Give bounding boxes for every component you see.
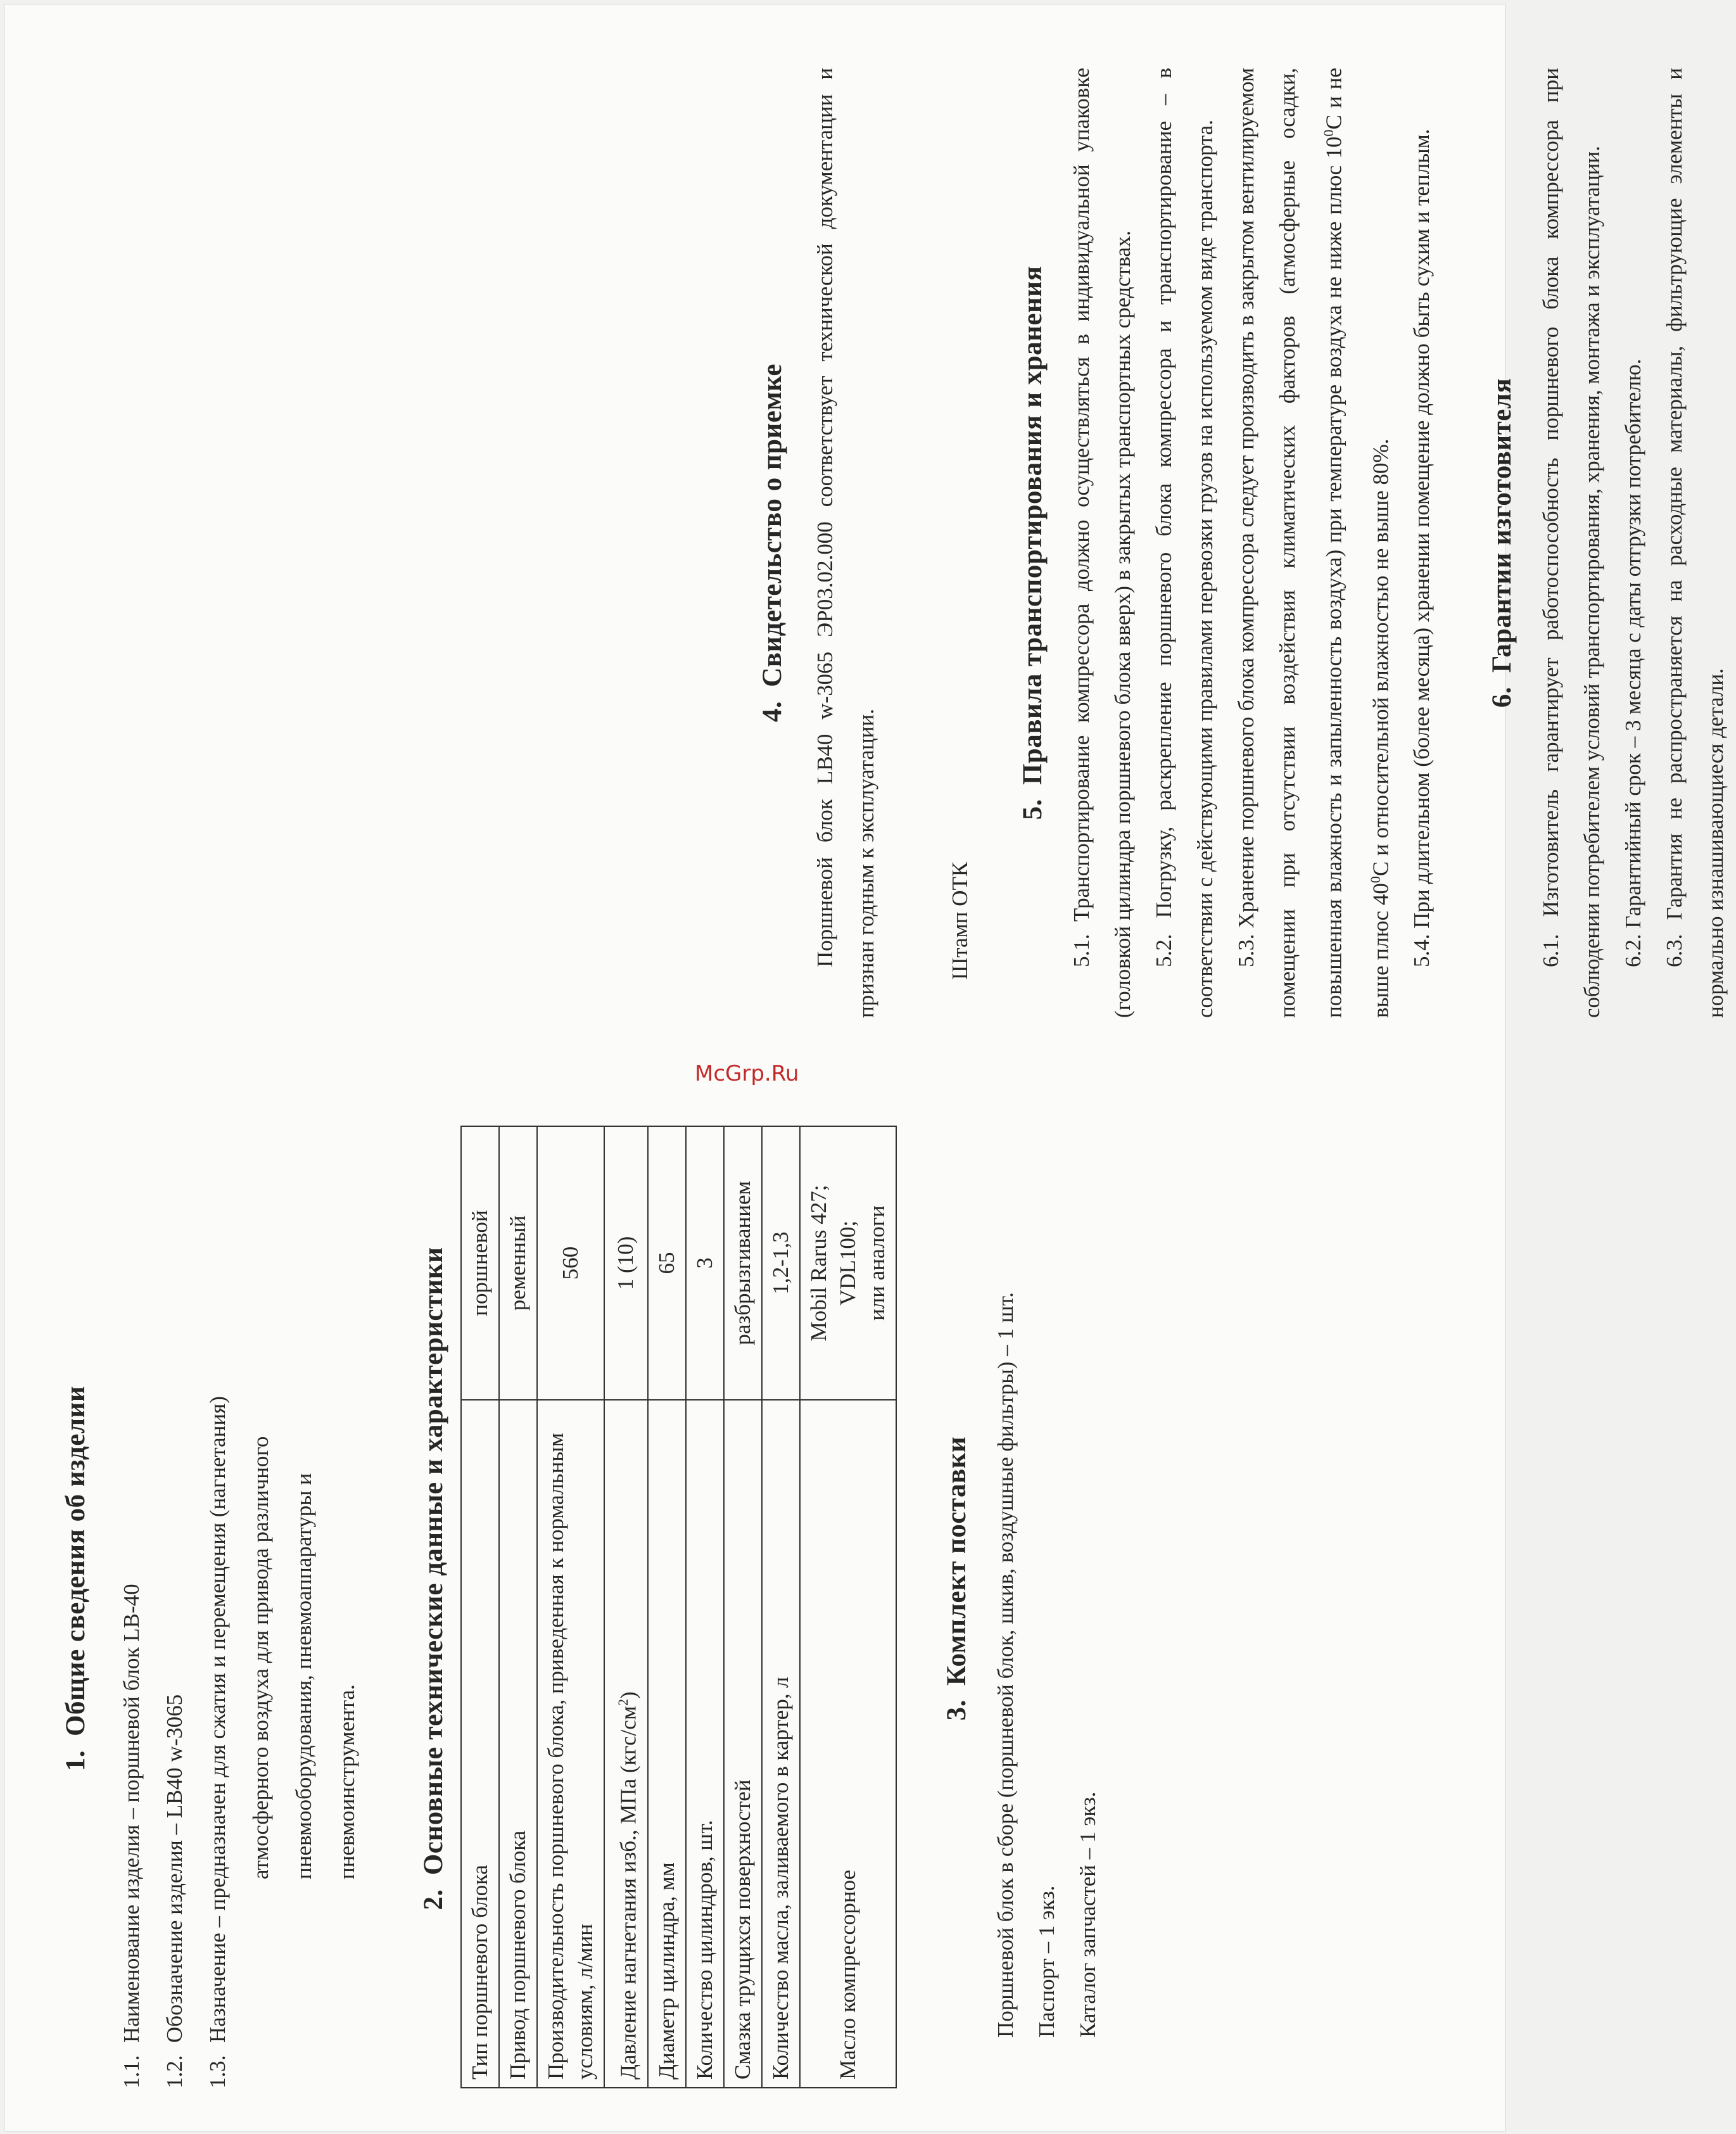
section-1-heading: 1.Общие сведения об изделии: [61, 1385, 91, 1772]
right-page: [752, 68, 1728, 1018]
value-cell: разбрызгиванием: [724, 1126, 762, 1400]
purpose-line-1: атмосферного воздуха для привода различного: [248, 1436, 273, 1879]
section-2-heading: 2.Основные технические данные и характеристики: [419, 1247, 448, 1910]
table-row: [499, 1126, 537, 2088]
section-3-heading: 3.Комплект поставки: [941, 1436, 972, 1721]
value-cell: поршневой: [461, 1126, 499, 1400]
para-5-3: 5.3. Хранение поршневого блока компрессора следует производить в закрытом вентилируемом помещении при отсутствии воздействия климатических факторов (атмосферные осадки, повышенная влажность и запыленность воздуха) при температуре воздуха не ниже плюс $10^0С$ и не выше плюс $40^0С$ и относительной влажностью не выше 80%.: [1234, 68, 1393, 1018]
table-row: [604, 1126, 648, 2088]
param-cell: Количество масла, заливаемого в картер, л: [762, 1400, 800, 2088]
item-1-2: 1.2.Обозначение изделия – LB40 w-3065: [162, 1694, 187, 2088]
stamp-label: Штамп ОТК: [947, 861, 972, 980]
param-cell: Давление нагнетания изб., МПа $(кгс/см^2)$: [604, 1400, 648, 2088]
value-cell: Mobil Rarus 427; VDL100; или аналоги: [800, 1126, 896, 1400]
param-cell: Тип поршневого блока: [461, 1400, 499, 2088]
section-3-body: [985, 1069, 1108, 2088]
para-6-2: 6.2. Гарантийный срок – 3 месяца с даты отгрузки потребителю.: [1621, 359, 1646, 967]
param-cell: Масло компрессорное: [800, 1400, 896, 2088]
item-1-3: 1.3.Назначение – предназначен для сжатия и перемещения (нагнетания): [205, 1396, 230, 2088]
param-cell: Привод поршневого блока: [499, 1400, 537, 2088]
spec-table: [460, 1126, 897, 2088]
param-cell: Производительность поршневого блока, приведенная к нормальным условиям, л/мин: [537, 1400, 604, 2088]
para-5-2: 5.2. Погрузку, раскрепление поршневого блока компрессора и транспортирование – в соответствии с действующими правилами перевозки грузов на используемом виде транспорта.: [1151, 68, 1217, 1018]
param-cell: Количество цилиндров, шт.: [686, 1400, 724, 2088]
acceptance-text: Поршневой блок LB40 w-3065 ЭР03.02.000 соответствует технической документации и признан годным к эксплуатации.: [813, 68, 878, 1018]
document-sheet: [4, 4, 1728, 2131]
table-row: [724, 1126, 762, 2088]
para-5-1: 5.1. Транспортирование компрессора должно осуществляться в индивидуальной упаковке (головкой цилиндра поршневого блока вверх) в закрытых транспортных средствах.: [1069, 68, 1135, 1018]
table-row: [537, 1126, 604, 2088]
para-6-3: 6.3. Гарантия не распространяется на расходные материалы, фильтрующие элементы и нормально изнашивающиеся детали.: [1662, 68, 1728, 1018]
purpose-line-2: пневмооборудования, пневмоаппаратуры и: [291, 1473, 316, 1879]
watermark: McGrp.Ru: [695, 1061, 799, 1086]
table-row: [648, 1126, 686, 2088]
delivery-line-1: Поршневой блок в сборе (поршневой блок, шкив, воздушные фильтры) – 1 шт.: [992, 1292, 1018, 2038]
purpose-line-3: пневмоинструмента.: [334, 1684, 359, 1879]
table-row: [461, 1126, 499, 2088]
value-cell: 3: [686, 1126, 724, 1400]
section-6-heading: 6.Гарантии изготовителя: [1487, 378, 1517, 708]
section-4-heading: 4.Свидетельство о приемке: [757, 364, 787, 722]
item-1-1: 1.1.Наименование изделия – поршневой блок LB-40: [119, 1584, 144, 2088]
para-5-4: 5.4. При длительном (более месяца) хранении помещение должно быть сухим и теплым.: [1409, 129, 1435, 967]
value-cell: 65: [648, 1126, 686, 1400]
value-cell: 1 (10): [604, 1126, 648, 1400]
para-6-1: 6.1. Изготовитель гарантирует работоспособность поршневого блока компрессора при соблюдении потребителем условий транспортирования, хранения, монтажа и эксплуатации.: [1538, 68, 1605, 1018]
value-cell: ременный: [499, 1126, 537, 1400]
table-row: [800, 1126, 896, 2088]
param-cell: Диаметр цилиндра, мм: [648, 1400, 686, 2088]
param-cell: Смазка трущихся поверхностей: [724, 1400, 762, 2088]
section-1-body: [110, 1069, 369, 2088]
table-row: [762, 1126, 800, 2088]
section-5-body: [1061, 68, 1442, 1018]
delivery-line-3: Каталог запчастей – 1 экз.: [1075, 1791, 1100, 2038]
section-6-body: [1530, 68, 1736, 1018]
value-cell: 1,2-1,3: [762, 1126, 800, 1400]
table-row: [686, 1126, 724, 2088]
section-5-heading: 5.Правила транспортирования и хранения: [1018, 265, 1048, 820]
delivery-line-2: Паспорт – 1 экз.: [1034, 1885, 1059, 2038]
value-cell: 560: [537, 1126, 604, 1400]
